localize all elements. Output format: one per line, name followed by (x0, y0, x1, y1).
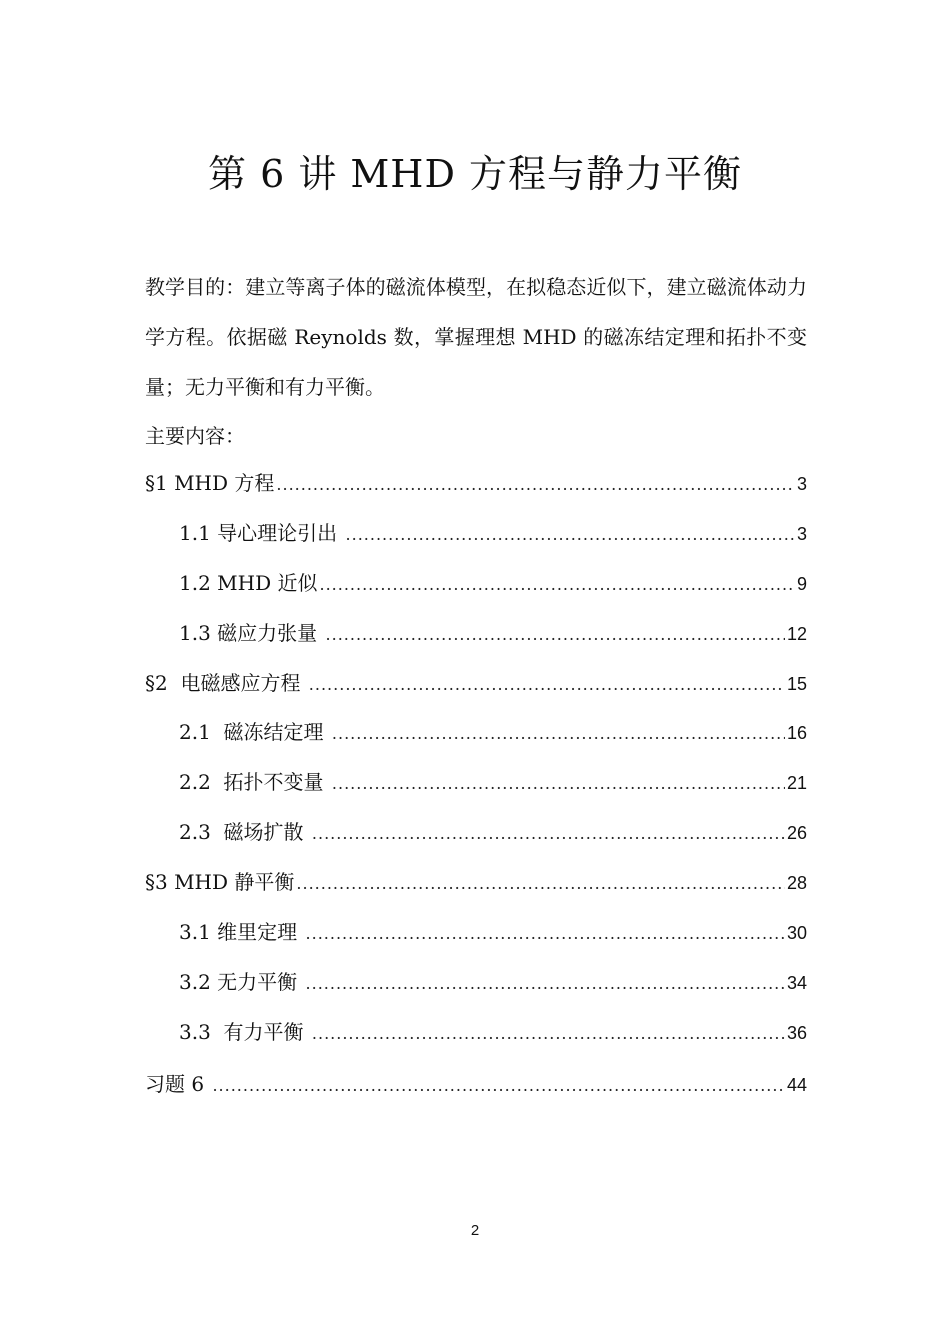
toc-entry-1-3[interactable] (145, 611, 807, 661)
toc-entry-label: §2 电磁感应方程 (145, 670, 307, 695)
toc-leader-dots (212, 1064, 785, 1108)
toc-entry-1-1[interactable] (145, 511, 807, 561)
toc-leader-dots (309, 663, 785, 707)
toc-entry-label: 3.1 维里定理 (179, 920, 304, 945)
toc-entry-section-2[interactable] (145, 661, 807, 711)
toc-entry-2-2[interactable] (145, 760, 807, 810)
toc-leader-dots (306, 962, 785, 1006)
toc-entry-3-2[interactable] (145, 960, 807, 1010)
toc-entry-page: 9 (796, 573, 807, 594)
contents-label: 主要内容： (145, 424, 245, 448)
toc-entry-label: 习题 6 (145, 1071, 211, 1096)
toc-entry-3-3[interactable] (145, 1010, 807, 1060)
toc-leader-dots (346, 513, 795, 557)
toc-leader-dots (326, 613, 785, 657)
toc-entry-label: 2.3 磁场扩散 (179, 820, 310, 845)
toc-entry-page: 36 (786, 1022, 807, 1043)
toc-leader-dots (332, 762, 785, 806)
toc-entry-page: 3 (796, 474, 807, 494)
toc-leader-dots (276, 463, 795, 507)
toc-entry-label: 1.2 MHD 近似 (179, 570, 318, 595)
toc-entry-1-2[interactable] (145, 561, 807, 611)
toc-entry-page: 26 (786, 823, 807, 844)
toc-entry-2-1[interactable] (145, 710, 807, 760)
toc-leader-dots (312, 812, 785, 856)
toc-entry-page: 44 (786, 1074, 807, 1095)
toc-entry-label: §1 MHD 方程 (145, 471, 275, 495)
toc-leader-dots (319, 563, 795, 607)
toc-entry-exercises[interactable] (145, 1062, 807, 1112)
toc-entry-label: 2.1 磁冻结定理 (179, 720, 330, 745)
toc-entry-page: 28 (786, 873, 807, 894)
toc-leader-dots (312, 1012, 785, 1056)
toc-entry-page: 12 (786, 623, 807, 644)
toc-entry-page: 16 (786, 723, 807, 744)
table-of-contents (145, 461, 807, 1112)
toc-leader-dots (296, 862, 785, 906)
toc-entry-label: 1.1 导心理论引出 (179, 520, 344, 545)
toc-entry-page: 3 (796, 523, 807, 544)
teaching-objectives: 教学目的：建立等离子体的磁流体模型，在拟稳态近似下，建立磁流体动力学方程。依据磁 Reynolds 数，掌握理想 MHD 的磁冻结定理和拓扑不变量；无力平衡和有力平衡。 (145, 275, 807, 399)
toc-leader-dots (332, 712, 785, 756)
page-number: 2 (470, 1222, 480, 1239)
toc-entry-page: 34 (786, 972, 807, 993)
toc-entry-page: 21 (786, 773, 807, 794)
toc-entry-page: 15 (786, 673, 807, 694)
toc-entry-label: 3.2 无力平衡 (179, 969, 304, 994)
toc-entry-section-3[interactable] (145, 860, 807, 910)
toc-entry-label: §3 MHD 静平衡 (145, 870, 295, 895)
toc-entry-2-3[interactable] (145, 810, 807, 860)
toc-entry-label: 2.2 拓扑不变量 (179, 770, 330, 795)
page-title: 第 6 讲 MHD 方程与静力平衡 (207, 152, 742, 196)
toc-entry-label: 3.3 有力平衡 (179, 1019, 310, 1044)
toc-entry-page: 30 (786, 923, 807, 944)
toc-leader-dots (306, 912, 785, 956)
toc-entry-label: 1.3 磁应力张量 (179, 620, 324, 645)
toc-entry-section-1[interactable] (145, 461, 807, 511)
toc-entry-3-1[interactable] (145, 910, 807, 960)
